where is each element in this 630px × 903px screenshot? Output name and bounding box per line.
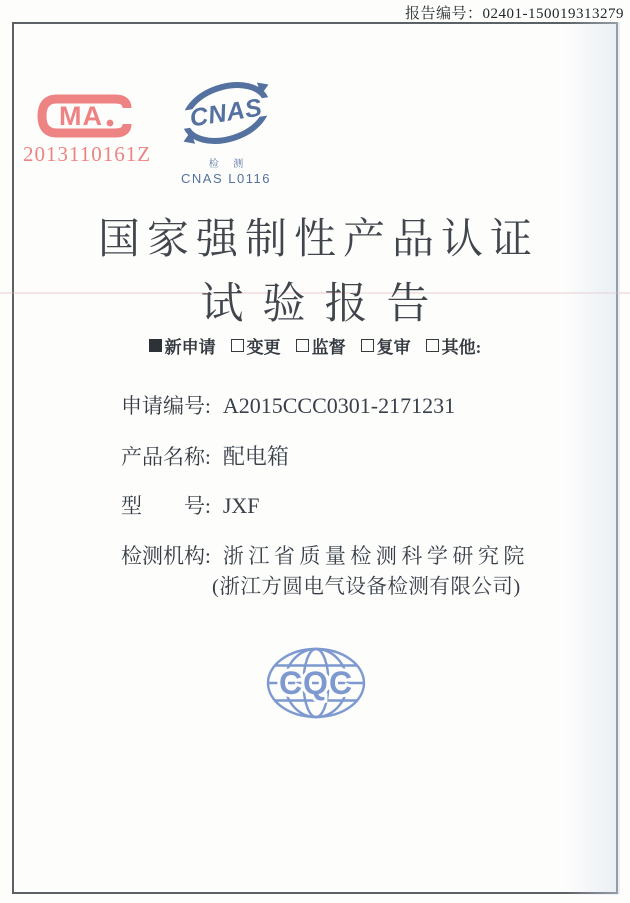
application-type-row	[0, 333, 630, 358]
field-application-number	[121, 390, 455, 420]
checkbox-review-box	[361, 339, 374, 352]
field-test-agency	[121, 540, 529, 570]
checkbox-other-box	[426, 339, 439, 352]
field-product-name	[121, 440, 289, 471]
cnas-caption-jiance: 检 测	[208, 159, 250, 170]
cnas-accreditation-number: CNAS L0116	[181, 171, 271, 186]
cnas-mark-block	[176, 82, 276, 186]
field-application-number-value: A2015CCC0301-2171231	[222, 393, 456, 418]
report-number	[405, 2, 624, 23]
cma-mark-block	[22, 94, 152, 167]
checkbox-other	[426, 333, 482, 358]
checkbox-supervision-label: 监督	[311, 338, 346, 357]
field-application-number-label: 申请编号:	[121, 394, 211, 418]
document-title-line2: 试验报告	[200, 281, 449, 328]
document-title-line1: 国家强制性产品认证	[97, 217, 539, 263]
cnas-logo-icon	[178, 82, 274, 148]
field-model-value: JXF	[222, 493, 260, 518]
checkbox-new-application-label: 新申请	[164, 338, 216, 357]
checkbox-change-box	[231, 339, 244, 352]
cqc-mark-block	[264, 646, 368, 725]
field-test-agency-value: 浙江省质量检测科学研究院	[222, 544, 529, 568]
cma-logo-icon	[35, 94, 139, 138]
cnas-logo-text: CNAS	[187, 93, 265, 133]
report-number-value: 02401-150019313279	[482, 6, 624, 22]
field-model-label: 型 号:	[121, 494, 211, 518]
checkbox-new-application-box	[149, 339, 162, 352]
field-model	[121, 490, 260, 520]
checkbox-supervision-box	[296, 339, 309, 352]
field-product-name-value: 配电箱	[222, 444, 289, 469]
report-number-label: 报告编号：	[404, 6, 483, 22]
checkbox-review-label: 复审	[376, 338, 411, 357]
checkbox-change-label: 变更	[246, 338, 281, 357]
checkbox-supervision	[296, 333, 346, 358]
cqc-logo-text: CQC	[278, 665, 354, 701]
checkbox-new-application	[149, 333, 216, 358]
checkbox-other-label: 其他:	[441, 338, 482, 357]
cma-cert-number: 2013110161Z	[22, 142, 152, 166]
cma-logo-text: MA	[59, 101, 103, 131]
checkbox-review	[361, 333, 411, 358]
field-test-agency-secondary: (浙江方圆电气设备检测有限公司)	[212, 576, 521, 598]
field-product-name-label: 产品名称:	[121, 445, 211, 469]
field-test-agency-label: 检测机构:	[121, 544, 211, 568]
cqc-logo-icon	[264, 646, 368, 720]
checkbox-change	[231, 333, 281, 358]
